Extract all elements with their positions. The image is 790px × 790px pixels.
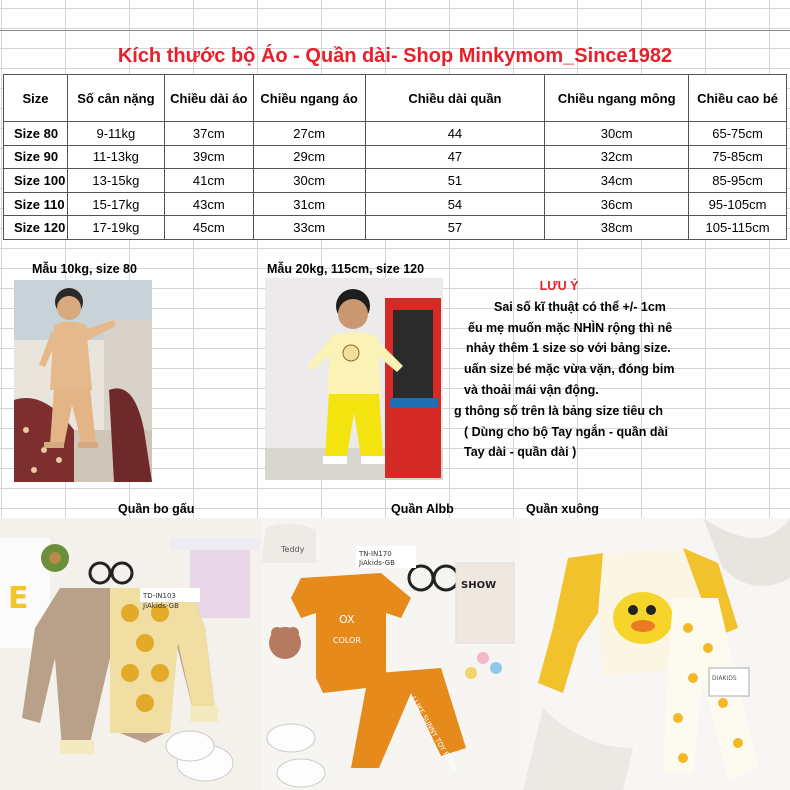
cell-hip-width: 32cm (545, 145, 689, 169)
model-caption-left: Mẫu 10kg, size 80 (32, 262, 137, 276)
cell-shirt-length: 41cm (164, 169, 253, 193)
cell-shirt-length: 43cm (164, 192, 253, 216)
table-row (4, 122, 787, 146)
table-header-row (4, 75, 787, 122)
product-1-tag-line-2: JiAkids-GB (143, 602, 179, 610)
product-2-shirt-ox: OX (339, 613, 355, 626)
cell-hip-width: 30cm (545, 122, 689, 146)
cell-hip-width: 36cm (545, 192, 689, 216)
product-photo-2-illustration (261, 518, 523, 790)
note-line: ( Dùng cho bộ Tay ngắn - quần dài (464, 424, 668, 439)
product-label-2: Quần Albb (391, 502, 454, 516)
cell-pants-length: 44 (365, 122, 545, 146)
product-photo-1-illustration (0, 518, 261, 790)
cell-size: Size 100 (4, 169, 68, 193)
header-child-height: Chiều cao bé (689, 75, 787, 122)
table-row (4, 192, 787, 216)
table-row (4, 145, 787, 169)
table-row (4, 216, 787, 240)
header-pants-length: Chiều dài quần (365, 75, 545, 122)
cell-hip-width: 34cm (545, 169, 689, 193)
note-title: LƯU Ý (539, 279, 579, 293)
note-line: Sai số kĩ thuật có thể +/- 1cm (494, 299, 666, 314)
note-line: ếu mẹ muốn mặc NHÌN rộng thì nê (468, 320, 673, 335)
cell-shirt-length: 39cm (164, 145, 253, 169)
top-border-line (0, 30, 790, 31)
svg-text:E: E (8, 581, 29, 616)
product-photo-3-illustration (523, 518, 790, 790)
header-weight: Số cân nặng (67, 75, 164, 122)
product-1-tag-line-1: TD-IN103 (143, 592, 176, 600)
product-2-tag-line-2: JiAkids-GB (359, 559, 395, 567)
cell-pants-length: 51 (365, 169, 545, 193)
model-photo-size-120-illustration (265, 278, 443, 480)
cell-weight: 11-13kg (67, 145, 164, 169)
product-2-tag-line-1: TN-IN170 (359, 550, 392, 558)
cell-child-height: 95-105cm (689, 192, 787, 216)
header-shirt-width: Chiều ngang áo (253, 75, 365, 122)
size-table (3, 74, 787, 240)
note-box (454, 276, 700, 466)
cell-size: Size 90 (4, 145, 68, 169)
cell-shirt-width: 27cm (253, 122, 365, 146)
model-photo-size-80 (14, 280, 152, 482)
cell-size: Size 80 (4, 122, 68, 146)
model-caption-right: Mẫu 20kg, 115cm, size 120 (267, 262, 425, 276)
product-photo-straight-pants (523, 518, 790, 790)
cell-weight: 13-15kg (67, 169, 164, 193)
header-shirt-length: Chiều dài áo (164, 75, 253, 122)
cell-shirt-width: 33cm (253, 216, 365, 240)
product-2-cap-text: Teddy (281, 545, 305, 554)
header-hip-width: Chiều ngang mông (545, 75, 689, 122)
cell-hip-width: 38cm (545, 216, 689, 240)
cell-weight: 15-17kg (67, 192, 164, 216)
note-line: Tay dài - quần dài ) (464, 445, 577, 460)
cell-weight: 9-11kg (67, 122, 164, 146)
cell-shirt-width: 29cm (253, 145, 365, 169)
cell-child-height: 105-115cm (689, 216, 787, 240)
cell-pants-length: 47 (365, 145, 545, 169)
cell-shirt-length: 45cm (164, 216, 253, 240)
svg-text:SHOW: SHOW (461, 580, 497, 591)
note-line: nhảy thêm 1 size so với bảng size. (466, 341, 671, 356)
model-photo-size-120 (265, 278, 443, 480)
cell-size: Size 110 (4, 192, 68, 216)
cell-shirt-width: 31cm (253, 192, 365, 216)
cell-child-height: 75-85cm (689, 145, 787, 169)
cell-child-height: 85-95cm (689, 169, 787, 193)
table-row (4, 169, 787, 193)
product-2-shirt-text: COLOR (333, 636, 361, 645)
product-label-3: Quần xuông (526, 502, 599, 516)
model-photo-size-80-illustration (14, 280, 152, 482)
cell-size: Size 120 (4, 216, 68, 240)
cell-weight: 17-19kg (67, 216, 164, 240)
page-title: Kích thước bộ Áo - Quần dài- Shop Minkymom_Since1982 (117, 45, 673, 67)
product-3-tag: DIAKIDS (712, 675, 737, 682)
product-label-1: Quần bo gấu (118, 502, 195, 516)
header-size: Size (4, 75, 68, 122)
cell-shirt-length: 37cm (164, 122, 253, 146)
product-2-pants-text: I LIKE SUNNY TOY BORN (409, 695, 459, 772)
note-line: và thoải mái vận động. (464, 382, 599, 397)
cell-shirt-width: 30cm (253, 169, 365, 193)
note-line: g thông số trên là bảng size tiêu ch (454, 403, 664, 418)
cell-pants-length: 54 (365, 192, 545, 216)
cell-child-height: 65-75cm (689, 122, 787, 146)
product-photo-bear-cuff-pants (0, 518, 261, 790)
product-photo-albb-pants (261, 518, 523, 790)
cell-pants-length: 57 (365, 216, 545, 240)
note-line: uấn size bé mặc vừa vặn, đóng bim (464, 362, 675, 377)
